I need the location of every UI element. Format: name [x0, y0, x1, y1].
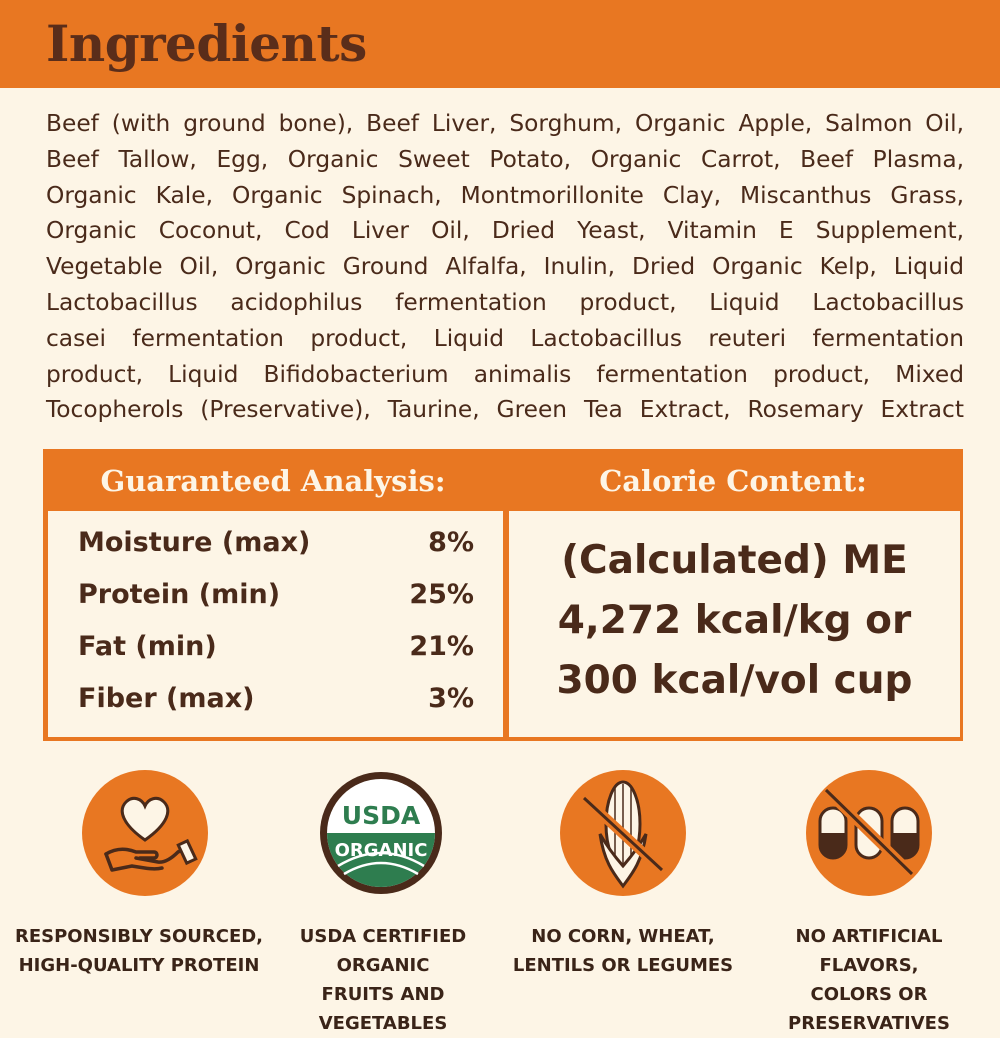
analysis-label: Fiber (max): [78, 683, 255, 714]
no-corn-icon: [560, 770, 686, 896]
analysis-value: 8%: [428, 527, 474, 558]
analysis-row-fat: [78, 631, 474, 671]
ingredients-line: Organic Coconut, Cod Liver Oil, Dried Yeast, Vitamin E Supplement,: [46, 217, 964, 245]
usda-seal-bottom-text: ORGANIC: [334, 840, 428, 861]
ingredients-line: Organic Kale, Organic Spinach, Montmorillonite Clay, Miscanthus Grass,: [46, 181, 964, 209]
ingredients-line: product, Liquid Bifidobacterium animalis fermentation product, Mixed: [46, 360, 964, 388]
calorie-content-box: [509, 511, 960, 737]
analysis-value: 21%: [409, 631, 474, 662]
analysis-row-moisture: [78, 527, 474, 567]
calorie-line: 4,272 kcal/kg or: [557, 598, 912, 643]
guaranteed-analysis-heading: Guaranteed Analysis:: [100, 464, 446, 498]
ingredients-line: Beef Tallow, Egg, Organic Sweet Potato, Organic Carrot, Beef Plasma,: [46, 145, 964, 173]
caption-line: COLORS OR PRESERVATIVES: [788, 984, 950, 1034]
ingredients-line: casei fermentation product, Liquid Lactobacillus reuteri fermentation: [46, 324, 964, 352]
analysis-label: Moisture (max): [78, 527, 311, 558]
caption-line: USDA CERTIFIED ORGANIC: [299, 926, 467, 976]
calorie-line: (Calculated) ME: [561, 538, 908, 583]
badge-caption-protein: [14, 922, 264, 980]
guaranteed-analysis-box: [48, 511, 503, 737]
caption-line: HIGH-QUALITY PROTEIN: [18, 955, 260, 976]
caption-line: NO CORN, WHEAT,: [531, 926, 715, 947]
caption-line: RESPONSIBLY SOURCED,: [14, 926, 264, 947]
ingredients-line: Lactobacillus acidophilus fermentation product, Liquid Lactobacillus: [46, 288, 964, 316]
heart-hand-icon: [82, 770, 208, 896]
ingredients-line: Vegetable Oil, Organic Ground Alfalfa, Inulin, Dried Organic Kelp, Liquid: [46, 253, 964, 281]
ingredients-line: Tocopherols (Preservative), Taurine, Green Tea Extract, Rosemary Extract: [46, 396, 964, 424]
no-artificial-icon: [806, 770, 932, 896]
analysis-value: 3%: [428, 683, 474, 714]
badge-caption-organic: [258, 922, 508, 1038]
analysis-row-fiber: [78, 683, 474, 723]
page-title: Ingredients: [46, 14, 367, 73]
calorie-text: [509, 531, 960, 711]
badge-caption-no-corn: [498, 922, 748, 980]
caption-line: LENTILS OR LEGUMES: [512, 955, 734, 976]
calorie-line: 300 kcal/vol cup: [556, 658, 913, 703]
ingredients-line: Beef (with ground bone), Beef Liver, Sorghum, Organic Apple, Salmon Oil,: [46, 110, 964, 137]
calorie-content-heading: Calorie Content:: [599, 464, 867, 498]
analysis-label: Protein (min): [78, 579, 281, 610]
usda-organic-seal-icon: [318, 770, 444, 896]
analysis-value: 25%: [409, 579, 474, 610]
analysis-label: Fat (min): [78, 631, 217, 662]
ingredients-list: [46, 106, 964, 428]
header-band: [0, 0, 1000, 88]
caption-line: NO ARTIFICIAL FLAVORS,: [795, 926, 943, 976]
nutrition-panels: [43, 449, 963, 741]
usda-seal-top-text: USDA: [341, 801, 421, 830]
analysis-row-protein: [78, 579, 474, 619]
caption-line: FRUITS AND VEGETABLES: [318, 984, 448, 1034]
badge-caption-no-artificial: [744, 922, 994, 1038]
